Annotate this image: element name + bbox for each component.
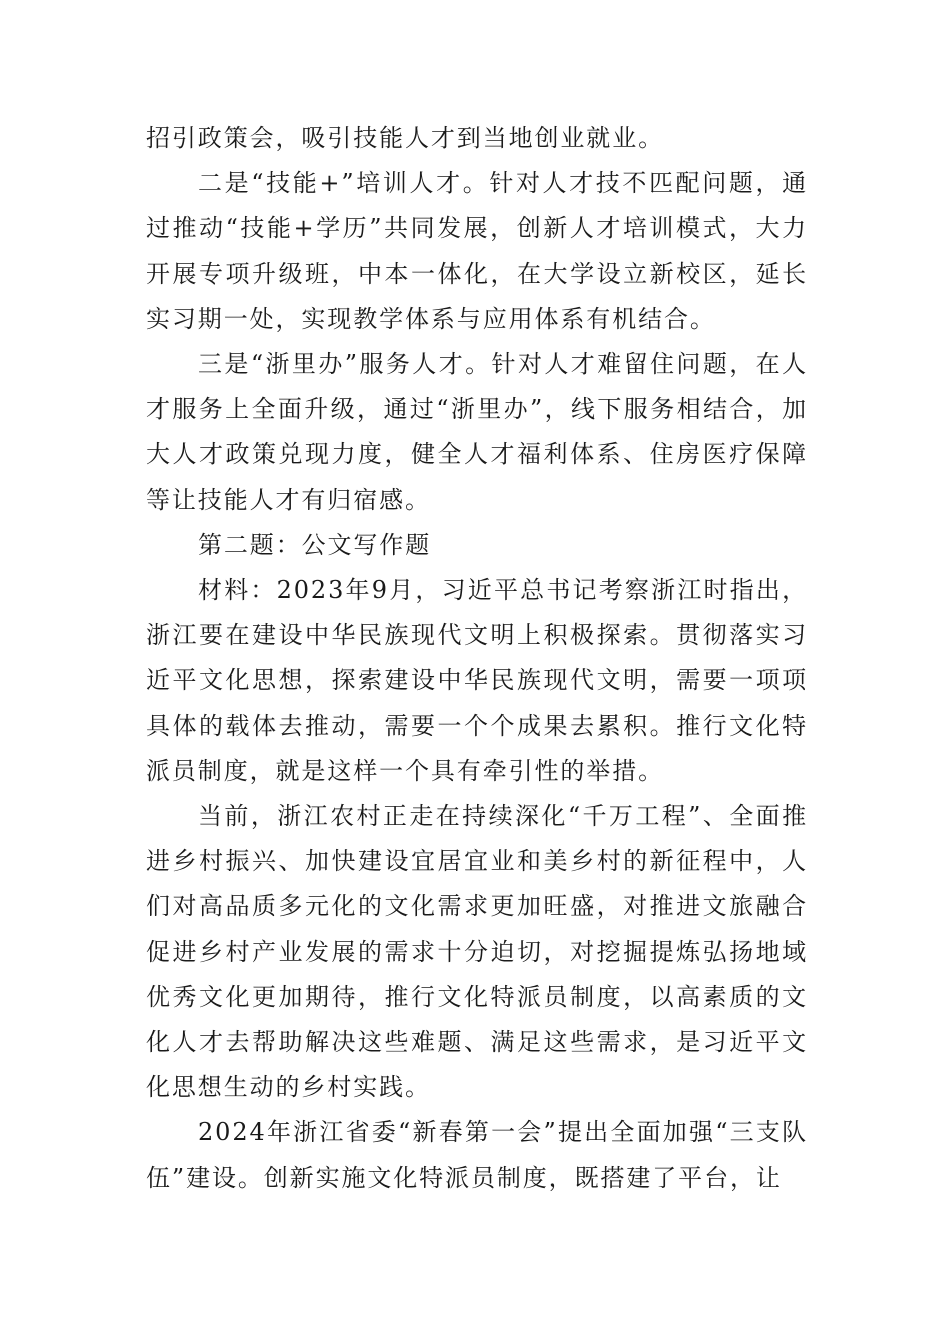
- paragraph-talent-policy-end: 招引政策会，吸引技能人才到当地创业就业。: [146, 124, 664, 152]
- paragraph-skills-training: 二是“技能+”培训人才。针对人才技不匹配问题，通过推动“技能+学历”共同发展，创新人才培训模式，大力开展专项升级班，中本一体化，在大学设立新校区，延长实习期一处，实现教学体系与应用体系有机结合。: [146, 169, 808, 333]
- document-body: [146, 116, 808, 1201]
- section-heading-question-two: 第二题：公文写作题: [198, 530, 432, 559]
- paragraph-material-intro: 材料：2023年9月，习近平总书记考察浙江时指出，浙江要在建设中华民族现代文明上积极探索。贯彻落实习近平文化思想，探索建设中华民族现代文明，需要一项项具体的载体去推动，需要一个个成果去累积。推行文化特派员制度，就是这样一个具有牵引性的举措。: [146, 576, 808, 785]
- paragraph-provincial-meeting: 2024年浙江省委“新春第一会”提出全面加强“三支队伍”建设。创新实施文化特派员制度，既搭建了平台，让: [146, 1118, 808, 1192]
- paragraph-rural-culture: 当前，浙江农村正走在持续深化“千万工程”、全面推进乡村振兴、加快建设宜居宜业和美乡村的新征程中，人们对高品质多元化的文化需求更加旺盛，对推进文旅融合促进乡村产业发展的需求十分迫切，对挖掘提炼弘扬地域优秀文化更加期待，推行文化特派员制度，以高素质的文化人才去帮助解决这些难题、满足这些需求，是习近平文化思想生动的乡村实践。: [146, 802, 808, 1102]
- paragraph-zheliban-service: 三是“浙里办”服务人才。针对人才难留住问题，在人才服务上全面升级，通过“浙里办”，线下服务相结合，加大人才政策兑现力度，健全人才福利体系、住房医疗保障等让技能人才有归宿感。: [146, 350, 808, 514]
